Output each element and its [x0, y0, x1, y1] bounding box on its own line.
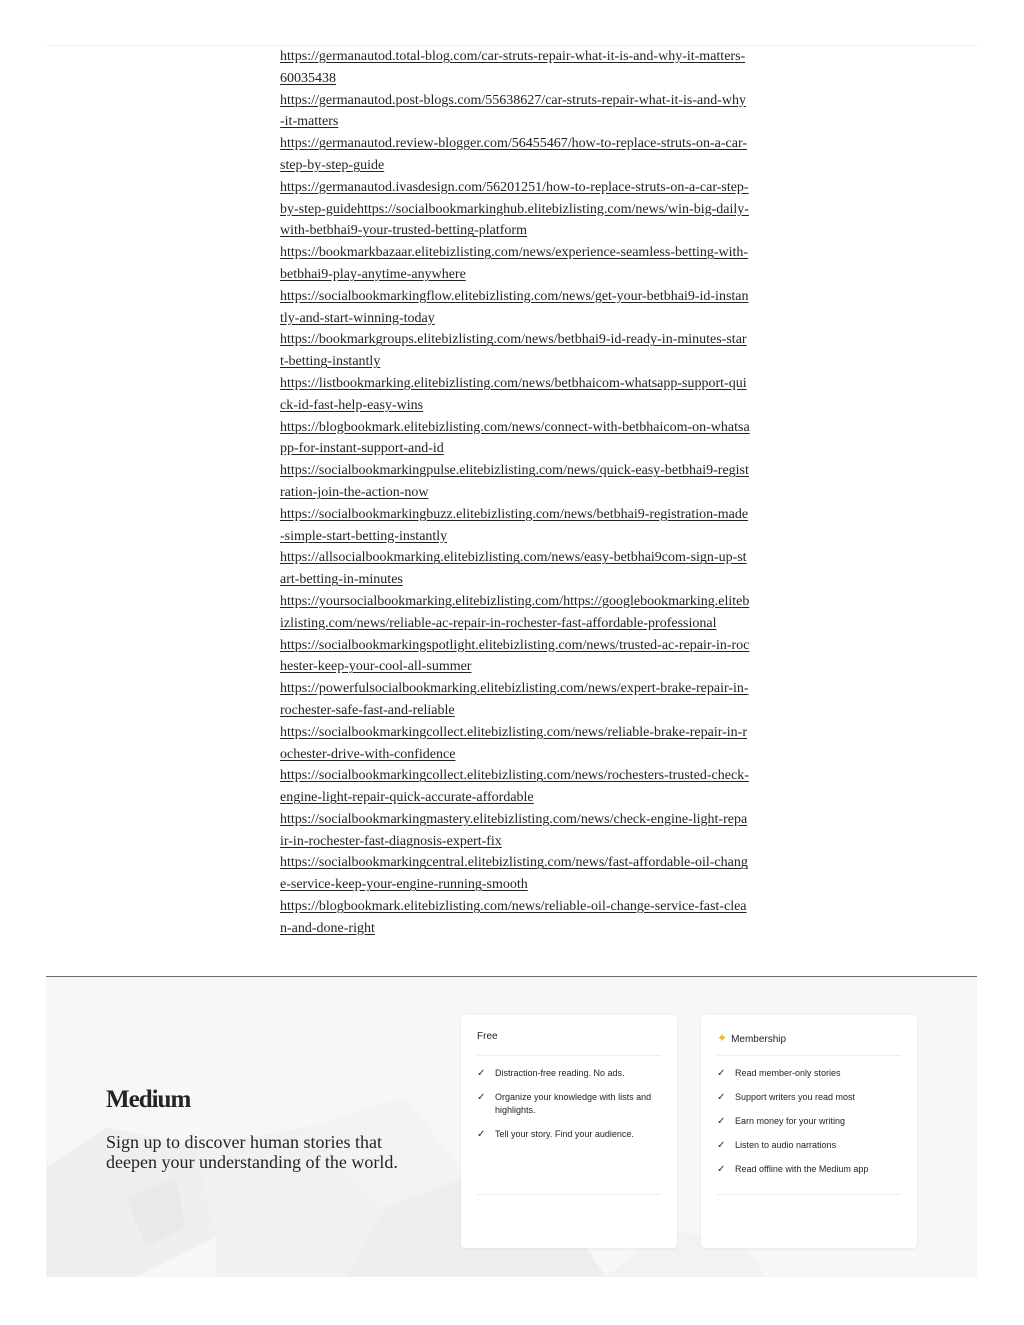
article-link[interactable]: https://germanautod.post-blogs.com/55638627/car-struts-repair-what-it-is-and-why-it-matters: [280, 92, 746, 130]
article-link[interactable]: https://socialbookmarkingcentral.elitebizlisting.com/news/fast-affordable-oil-change-service-keep-your-engine-running-smooth: [280, 855, 748, 893]
article-link[interactable]: https://powerfulsocialbookmarking.elitebizlisting.com/news/expert-brake-repair-in-rochester-safe-fast-and-reliable: [280, 681, 749, 718]
article-link[interactable]: https://yoursocialbookmarking.elitebizlisting.com/https://googlebookmarking.elitebizlisting.com/news/reliable-ac-repair-in-rochester-fast-affordable-professional: [280, 593, 750, 631]
feature-text: Support writers you read most: [735, 1092, 856, 1102]
free-plan-features: [477, 1067, 661, 1152]
feature-text: Listen to audio narrations: [735, 1140, 837, 1150]
article-link[interactable]: https://socialbookmarkingpulse.elitebizlisting.com/news/quick-easy-betbhai9-registration-join-the-action-now: [280, 463, 749, 500]
membership-plan-title: Membership: [731, 1034, 787, 1045]
check-icon: ✓: [477, 1092, 486, 1103]
free-plan-card[interactable]: [461, 1015, 677, 1248]
article-link[interactable]: https://bookmarkbazaar.elitebizlisting.com/news/experience-seamless-betting-with-betbhai9-play-anytime-anywhere: [280, 245, 749, 282]
article-link[interactable]: https://germanautod.ivasdesign.com/56201251/how-to-replace-struts-on-a-car-step-by-step-guidehttps://socialbookmarkinghub.elitebizlisting.com/news/win-big-daily-with-betbhai9-your-trusted-betting-platform: [280, 179, 749, 239]
article-link[interactable]: https://germanautod.total-blog.com/car-struts-repair-what-it-is-and-why-it-matters-60035438: [280, 49, 746, 86]
feature-text: Earn money for your writing: [735, 1116, 846, 1126]
article-link[interactable]: https://blogbookmark.elitebizlisting.com/news/connect-with-betbhaicom-on-whatsapp-for-instant-support-and-id: [280, 419, 750, 457]
feature-text: Tell your story. Find your audience.: [495, 1129, 634, 1139]
feature-text: Read offline with the Medium app: [735, 1164, 869, 1174]
membership-plan-features: [717, 1067, 901, 1187]
check-icon: ✓: [717, 1092, 726, 1103]
feature-text: Read member-only stories: [735, 1068, 841, 1078]
check-icon: ✓: [717, 1116, 726, 1127]
membership-plan-card[interactable]: [701, 1015, 917, 1248]
check-icon: ✓: [477, 1129, 486, 1140]
feature-item: [717, 1139, 901, 1152]
article-link[interactable]: https://bookmarkgroups.elitebizlisting.com/news/betbhai9-id-ready-in-minutes-start-betting-instantly: [280, 332, 747, 370]
feature-text: Distraction-free reading. No ads.: [495, 1068, 625, 1078]
article-link[interactable]: https://socialbookmarkingbuzz.elitebizlisting.com/news/betbhai9-registration-made-simple-start-betting-instantly: [280, 506, 749, 544]
feature-item: [717, 1115, 901, 1128]
article-link[interactable]: https://socialbookmarkingflow.elitebizlisting.com/news/get-your-betbhai9-id-instantly-and-start-winning-today: [280, 288, 749, 326]
article-link[interactable]: https://germanautod.review-blogger.com/56455467/how-to-replace-struts-on-a-car-step-by-step-guide: [280, 136, 748, 173]
sparkle-icon: ✦: [717, 1031, 728, 1045]
feature-text: Organize your knowledge with lists and highlights.: [495, 1092, 652, 1115]
signup-footer: [46, 977, 977, 1277]
article-link[interactable]: https://socialbookmarkingmastery.elitebizlisting.com/news/check-engine-light-repair-in-rochester-fast-diagnosis-expert-fix: [280, 811, 748, 849]
article-link[interactable]: https://listbookmarking.elitebizlisting.com/news/betbhaicom-whatsapp-support-quick-id-fast-help-easy-wins: [280, 375, 747, 413]
article-link[interactable]: https://blogbookmark.elitebizlisting.com/news/reliable-oil-change-service-fast-clean-and-done-right: [280, 899, 747, 936]
free-plan-title: Free: [477, 1031, 661, 1056]
check-icon: ✓: [717, 1068, 726, 1079]
card-divider: [717, 1194, 901, 1195]
tagline-line: deepen your understanding of the world.: [106, 1152, 398, 1172]
article-link[interactable]: https://socialbookmarkingcollect.elitebizlisting.com/news/rochesters-trusted-check-engine-light-repair-quick-accurate-affordable: [280, 768, 749, 806]
medium-logo[interactable]: Medium: [106, 1086, 191, 1113]
article-link[interactable]: https://socialbookmarkingcollect.elitebizlisting.com/news/reliable-brake-repair-in-rochester-drive-with-confidence: [280, 724, 748, 762]
feature-item: [717, 1067, 901, 1080]
feature-item: [717, 1091, 901, 1104]
feature-item: [717, 1163, 901, 1176]
feature-item: [477, 1091, 661, 1117]
feature-item: [477, 1067, 661, 1080]
feature-item: [477, 1128, 661, 1141]
article-body: [280, 46, 750, 976]
card-divider: [477, 1194, 661, 1195]
article-link[interactable]: https://allsocialbookmarking.elitebizlisting.com/news/easy-betbhai9com-sign-up-start-betting-in-minutes: [280, 550, 747, 588]
tagline-line: Sign up to discover human stories that: [106, 1132, 382, 1152]
signup-tagline: [106, 1132, 416, 1172]
membership-plan-header: [717, 1031, 901, 1056]
article-link[interactable]: https://socialbookmarkingspotlight.elitebizlisting.com/news/trusted-ac-repair-in-rochester-keep-your-cool-all-summer: [280, 637, 750, 675]
check-icon: ✓: [717, 1164, 726, 1175]
check-icon: ✓: [477, 1068, 486, 1079]
check-icon: ✓: [717, 1140, 726, 1151]
